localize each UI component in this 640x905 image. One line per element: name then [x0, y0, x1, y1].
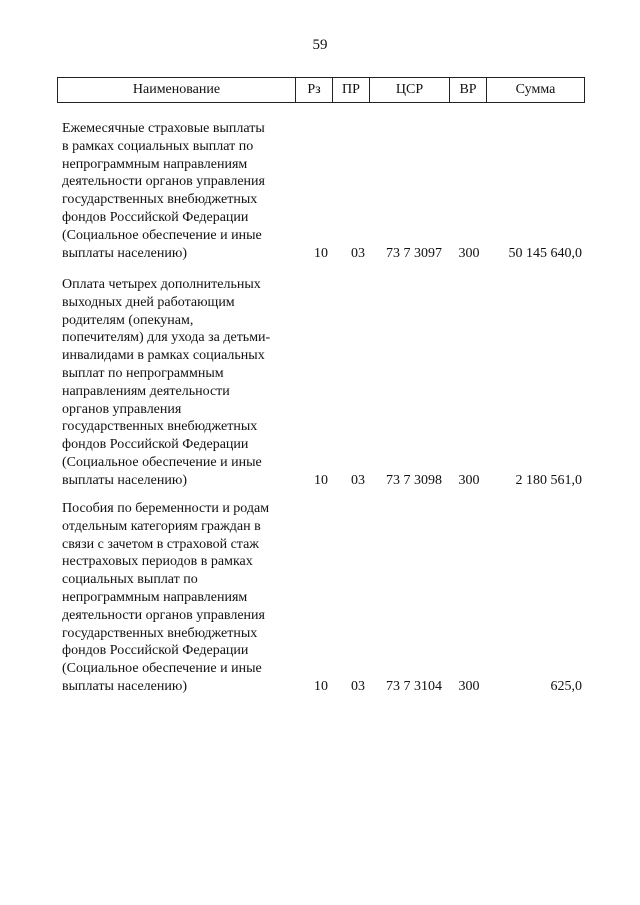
row-csr: 73 7 3097 — [386, 245, 442, 261]
row-rz: 10 — [314, 472, 328, 488]
row-rz: 10 — [314, 245, 328, 261]
header-name: Наименование — [58, 78, 296, 102]
row-name: Пособия по беременности и родам отдельным категориям граждан в связи с зачетом в страховой стаж нестраховых периодов в рамках социальных выплат по непрограммным направлениям деятельности органов управления государственных внебюджетных фондов Российской Федерации (Социальное обеспечение и иные выплаты населению) — [62, 501, 270, 694]
table-row — [62, 120, 582, 262]
row-sum: 625,0 — [550, 678, 582, 694]
header-vr: ВР — [450, 78, 487, 102]
row-sum: 50 145 640,0 — [508, 245, 582, 261]
header-sum: Сумма — [515, 82, 556, 97]
row-vr: 300 — [458, 678, 480, 694]
table-row — [62, 276, 582, 490]
row-csr: 73 7 3098 — [386, 472, 442, 488]
page-number: 59 — [312, 37, 328, 53]
row-pr: 03 — [351, 678, 365, 694]
row-rz: 10 — [314, 678, 328, 694]
row-name: Оплата четырех дополнительных выходных дней работающим родителям (опекунам, попечителям) для ухода за детьми- инвалидами в рамках социальных выплат по непрограммным направлениям деятельности органов управления государственных внебюджетных фондов Российской Федерации (Социальное обеспечение и иные выплаты населению) — [62, 277, 271, 488]
row-sum: 2 180 561,0 — [515, 472, 582, 488]
table-header — [57, 77, 585, 103]
row-vr: 300 — [458, 245, 480, 261]
header-pr: ПР — [333, 78, 370, 102]
table-row — [62, 500, 582, 696]
row-pr: 03 — [351, 472, 365, 488]
row-csr: 73 7 3104 — [386, 678, 442, 694]
row-vr: 300 — [458, 472, 480, 488]
row-pr: 03 — [351, 245, 365, 261]
header-rz: Рз — [296, 78, 333, 102]
row-name: Ежемесячные страховые выплаты в рамках социальных выплат по непрограммным направлениям деятельности органов управления государственных внебюджетных фондов Российской Федерации (Социальное обеспечение и иные выплаты населению) — [62, 121, 265, 261]
header-csr: ЦСР — [370, 78, 450, 102]
